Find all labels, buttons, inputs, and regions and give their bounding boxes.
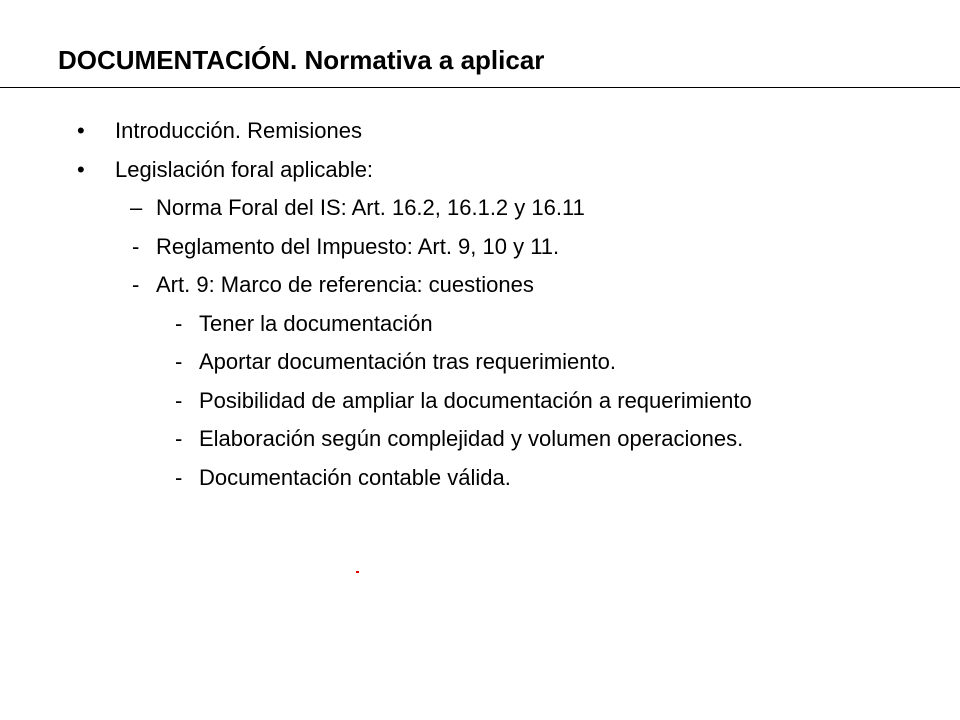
sub-item-text: Reglamento del Impuesto: Art. 9, 10 y 11. — [156, 233, 560, 259]
sub-sub-item-text: Tener la documentación — [199, 310, 433, 336]
bullet-item-introduccion — [0, 112, 960, 151]
sub-item-text: Art. 9: Marco de referencia: cuestiones — [156, 272, 534, 297]
dash-marker: - — [175, 426, 183, 451]
dash-marker: - — [175, 387, 183, 413]
sub-sub-item-text: Elaboración según complejidad y volumen operaciones. — [199, 426, 744, 451]
dash-marker: – — [130, 195, 143, 220]
sub-sub-item-text: Documentación contable válida. — [199, 464, 511, 490]
sub-item-text: Norma Foral del IS: Art. 16.2, 16.1.2 y 16.11 — [156, 195, 585, 220]
dash-marker: - — [175, 310, 183, 336]
bullet-list — [0, 112, 960, 497]
slide-title: DOCUMENTACIÓN. Normativa a aplicar — [58, 45, 545, 75]
dash-marker: - — [132, 233, 140, 259]
sub-sub-item-elaboracion — [0, 420, 960, 459]
sub-sub-item-aportar — [0, 343, 960, 382]
bullet-marker: • — [77, 156, 85, 182]
sub-sub-item-text: Posibilidad de ampliar la documentación a requerimiento — [199, 387, 752, 413]
title-divider — [0, 87, 960, 88]
red-dot-mark — [356, 571, 359, 573]
sub-sub-item-posibilidad — [0, 382, 960, 421]
dash-marker: - — [175, 464, 183, 490]
bullet-marker: • — [77, 118, 85, 143]
sub-item-norma-foral — [0, 189, 960, 228]
bullet-item-legislacion — [0, 151, 960, 190]
dash-marker: - — [175, 349, 183, 374]
sub-sub-item-tener — [0, 305, 960, 344]
bullet-text: Introducción. Remisiones — [115, 118, 363, 143]
sub-sub-item-text: Aportar documentación tras requerimiento. — [199, 349, 616, 374]
sub-item-reglamento — [0, 228, 960, 267]
sub-item-art-9 — [0, 266, 960, 305]
sub-sub-item-contable — [0, 459, 960, 498]
bullet-text: Legislación foral aplicable: — [115, 156, 374, 182]
dash-marker: - — [132, 272, 140, 297]
